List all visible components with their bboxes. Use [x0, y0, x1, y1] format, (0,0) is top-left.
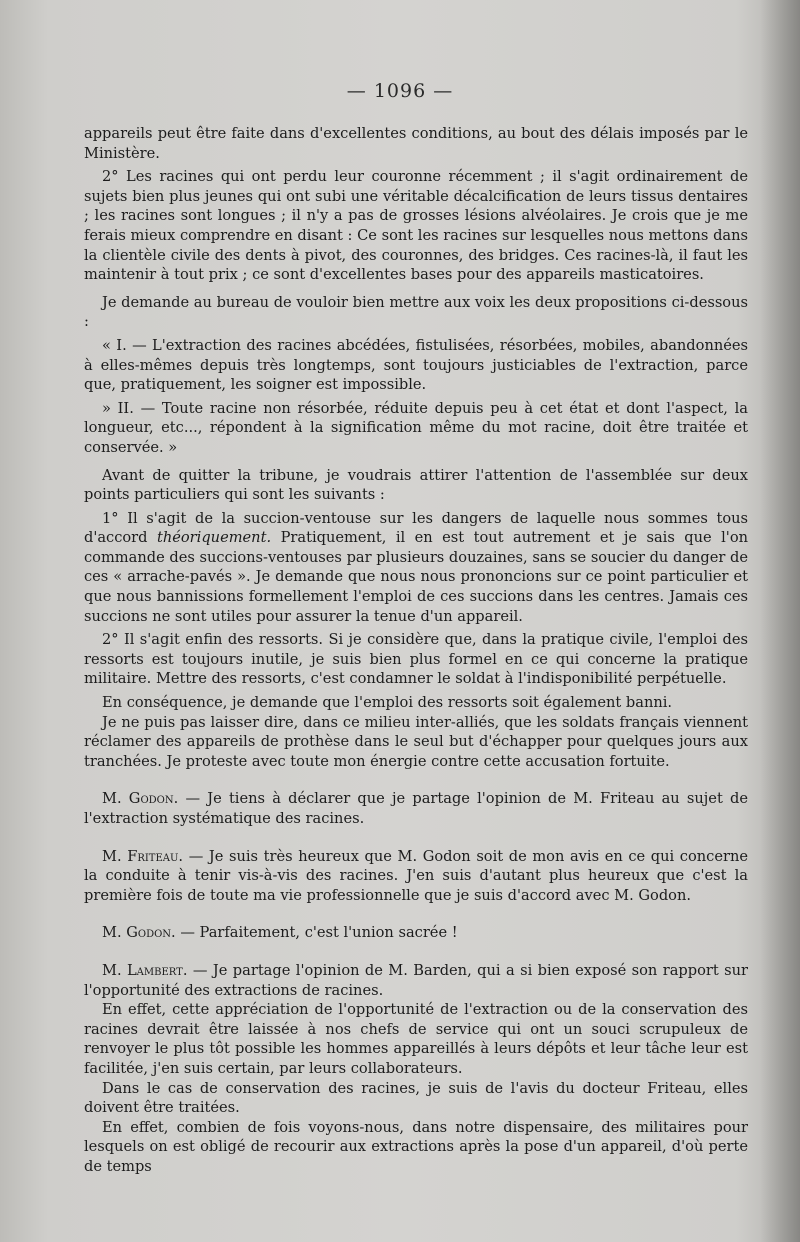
speech-text: — Je suis très heureux que M. Godon soit de mon avis en ce qui concerne la conduite à tenir vis-à-vis des racines. J'en suis d'autant plus heureux que c'est la première fois de toute ma vie professionnelle que je suis d'accord avec M. Godon.: [84, 847, 748, 904]
speaker-name: M. Lambert.: [102, 961, 188, 979]
paragraph-springs: 2° Il s'agit enfin des ressorts. Si je considère que, dans la pratique civile, l'emploi des ressorts est toujours inutile, je suis bien plus formel en ce qui concerne la pratique militaire. Mettre des ressorts, c'est condamner le soldat à l'indisponibilité perpétuelle.: [84, 631, 748, 688]
speaker-name: M. Godon.: [102, 924, 176, 942]
paragraph-consequence: En conséquence, je demande que l'emploi des ressorts soit également banni.: [102, 694, 673, 712]
paragraph-two-points: Avant de quitter la tribune, je voudrais attirer l'attention de l'assemblée sur deux points particuliers qui sont les suivants :: [84, 466, 748, 504]
speaker-name: M. Godon.: [102, 790, 179, 808]
paragraph-godon-1: [84, 789, 748, 828]
paragraph-proposition-1: « I. — L'extraction des racines abcédées, fistulisées, résorbées, mobiles, abandonnées à elles-mêmes depuis très longtemps, sont toujours justiciables de l'extraction, parce que, pratiquement, les soigner est impossible.: [84, 336, 748, 394]
speech-text: — Je tiens à déclarer que je partage l'opinion de M. Friteau au sujet de l'extraction systématique des racines.: [84, 790, 748, 827]
paragraph-friteau: [84, 847, 748, 906]
paragraph-protest: Je ne puis pas laisser dire, dans ce milieu inter-alliés, que les soldats français viennent réclamer des appareils de prothèse dans le seul but d'échapper pour quelques jours aux tranchées. Je proteste avec toute mon énergie contre cette accusation fortuite.: [84, 713, 748, 770]
suction-text-italic: théoriquement.: [157, 529, 272, 547]
suction-text-start: 1° Il s'agit de la succion-ventouse sur les dangers de laquelle nous sommes tous d'accord: [84, 509, 748, 547]
paragraph-request-vote: Je demande au bureau de vouloir bien mettre aux voix les deux propositions ci-dessous :: [84, 293, 748, 331]
paragraph-conservation: Dans le cas de conservation des racines, je suis de l'avis du docteur Friteau, elles doivent être traitées.: [84, 1079, 748, 1117]
paragraph-suction: [84, 509, 748, 627]
paragraph-lambert: [84, 961, 748, 1000]
speech-text: — Parfaitement, c'est l'union sacrée !: [180, 924, 458, 942]
page-number: — 1096 —: [346, 80, 454, 102]
speaker-name: M. Friteau.: [102, 847, 184, 865]
paragraph-appreciation: En effet, cette appréciation de l'opportunité de l'extraction ou de la conservation des racines devrait être laissée à nos chefs de service qui ont un souci scrupuleux de renvoyer le plus tôt possible les hommes appareillés à leurs dépôts et leur tâche leur est facilitée, j'en suis certain, par leurs collaborateurs.: [84, 1001, 748, 1077]
paragraph-roots-recent: 2° Les racines qui ont perdu leur couronne récemment ; il s'agit ordinairement de sujets bien plus jeunes qui ont subi une véritable décalcification de leurs tissus dentaires ; les racines sont longues ; il n'y a pas de grosses lésions alvéolaires. Je crois que je me ferais mieux comprendre en disant : Ce sont les racines sur lesquelles nous mettons dans la clientèle civile des dents à pivot, des couronnes, des bridges. Ces racines-là, il faut les maintenir à tout prix ; ce sont d'excellentes bases pour des appareils masticatoires.: [84, 168, 748, 284]
paragraph-continuation: appareils peut être faite dans d'excellentes conditions, au bout des délais imposés par le Ministère.: [84, 125, 748, 162]
speech-text: — Je partage l'opinion de M. Barden, qui a si bien exposé son rapport sur l'opportunité des extractions de racines.: [84, 961, 748, 999]
paragraph-proposition-2: » II. — Toute racine non résorbée, réduite depuis peu à cet état et dont l'aspect, la longueur, etc..., répondent à la signification même du mot racine, doit être traitée et conservée. »: [84, 399, 748, 456]
paragraph-dispensary: En effet, combien de fois voyons-nous, dans notre dispensaire, des militaires pour lesquels on est obligé de recourir aux extractions après la pose d'un appareil, d'où perte de temps: [84, 1118, 748, 1175]
paragraph-godon-2: [84, 923, 748, 943]
suction-text-end: Pratiquement, il en est tout autrement et je sais que l'on commande des succions-ventouses par plusieurs douzaines, sans se soucier du danger de ces « arrache-pavés ». Je demande que nous nous prononcions sur ce point particulier et que nous bannissions formellement l'emploi de ces succions dans les centres. Jamais ces succions ne sont utiles pour assurer la tenue d'un appareil.: [84, 529, 749, 625]
body-text: [84, 124, 748, 1177]
